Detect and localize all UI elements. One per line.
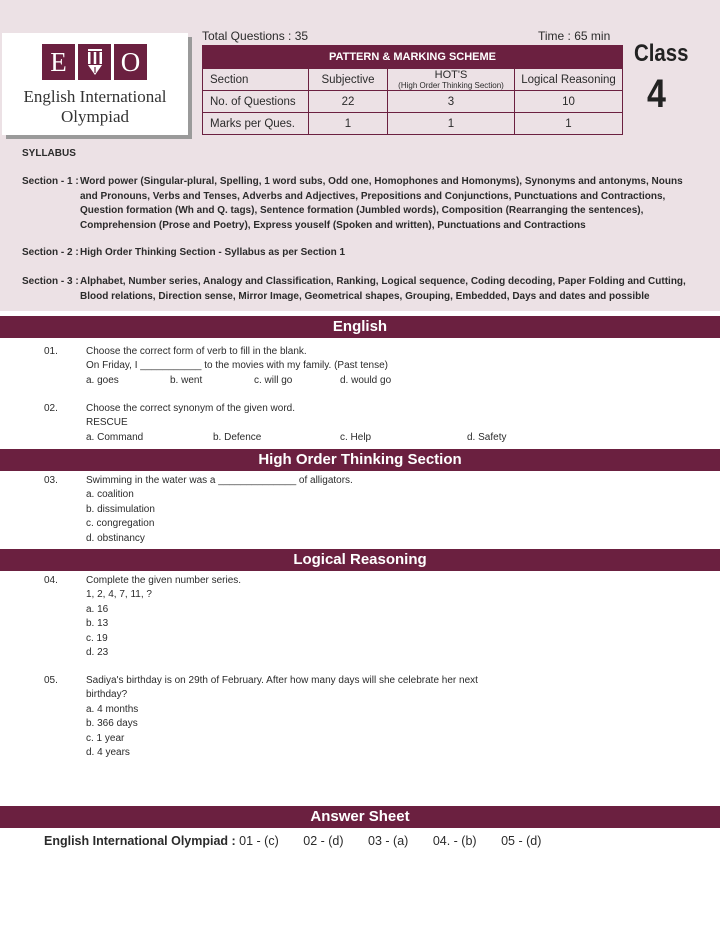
question-body (86, 474, 353, 546)
question-body (86, 574, 241, 660)
question-text: 1, 2, 4, 7, 11, ? (86, 589, 152, 601)
option: c. will go (254, 374, 293, 386)
option: d. would go (340, 374, 392, 386)
option: c. 1 year (86, 732, 125, 744)
answer-item: 02 - (d) (303, 834, 344, 848)
option: d. 23 (86, 647, 109, 659)
syllabus-section-2 (22, 246, 700, 261)
answer-item: 04. - (b) (432, 834, 477, 848)
table-cell: 10 (515, 91, 623, 113)
option: d. obstinancy (86, 532, 145, 544)
table-cell: 1 (388, 113, 515, 135)
answer-item: 05 - (d) (501, 834, 542, 848)
syllabus-section-1 (22, 175, 700, 233)
col-subjective: Subjective (309, 69, 388, 91)
option: d. Safety (467, 431, 507, 443)
question-body (86, 402, 507, 445)
logo-letter-e: E (42, 44, 75, 80)
answer-item: 03 - (a) (368, 834, 409, 848)
option: b. 366 days (86, 718, 138, 730)
table-cell: 3 (388, 91, 515, 113)
question-number: 01. (44, 346, 58, 357)
section-text: Alphabet, Number series, Analogy and Classification, Ranking, Logical sequence, Coding decoding, Paper Folding and Cutting, Blood relations, Direction sense, Mirror Image, Geometrical shapes, Grouping, Embedded, Days and dates and possible (80, 276, 686, 302)
option: d. 4 years (86, 747, 130, 759)
logo-name-line1: English International (23, 87, 167, 106)
question-text: RESCUE (86, 417, 128, 429)
question-number: 04. (44, 575, 58, 586)
option: c. 19 (86, 632, 108, 644)
pattern-table (202, 45, 623, 135)
col-hots (388, 69, 515, 91)
options-row (86, 431, 507, 445)
option: b. went (170, 374, 203, 386)
pen-nib-icon (78, 44, 111, 80)
row-label: No. of Questions (203, 91, 309, 113)
section-text: Word power (Singular-plural, Spelling, 1 word subs, Odd one, Homophones and Homonyms), Synonyms and antonyms, Nouns and Pronouns, Verbs and Tenses, Adverbs and Adjectives, Prepositions and Conjunctions, Punctuations and Contractions, Question formation (Wh and Q. tags), Sentence formation (Jumbled words), Composition (Rearranging the sentences), Comprehension (Prose and Poetry), Express youself (Spoken and written), Punctuations and Contractions (80, 176, 683, 231)
question-body (86, 345, 392, 388)
col-hots-title: HOT'S (434, 68, 468, 81)
option: a. 16 (86, 603, 109, 615)
syllabus-title: SYLLABUS (22, 148, 76, 159)
logo (2, 33, 188, 135)
option: a. goes (86, 374, 119, 386)
section-label: Section - 1 : (22, 176, 79, 187)
section-label: Section - 3 : (22, 276, 79, 287)
question-text: Sadiya's birthday is on 29th of February. After how many days will she celebrate her next (86, 675, 478, 686)
answer-item: 01 - (c) (239, 834, 279, 848)
option: c. congregation (86, 518, 155, 530)
option: a. coalition (86, 489, 134, 501)
option: a. Command (86, 431, 144, 443)
section-heading-english: English (0, 316, 720, 338)
options-row (86, 374, 392, 388)
table-cell: 1 (309, 113, 388, 135)
question-text: Choose the correct form of verb to fill in the blank. (86, 346, 307, 357)
answer-key-label: English International Olympiad : (44, 834, 236, 848)
table-row (203, 91, 623, 113)
logo-name (2, 87, 188, 127)
option: a. 4 months (86, 703, 139, 715)
answer-key (44, 834, 562, 848)
table-row (203, 113, 623, 135)
pattern-title: PATTERN & MARKING SCHEME (203, 46, 623, 69)
question-text: Swimming in the water was a ______________ of alligators. (86, 475, 353, 486)
table-cell: 1 (515, 113, 623, 135)
section-heading-hots: High Order Thinking Section (0, 449, 720, 471)
row-label: Marks per Ques. (203, 113, 309, 135)
total-questions: Total Questions : 35 (202, 29, 309, 43)
question-text: On Friday, I ___________ to the movies with my family. (Past tense) (86, 360, 388, 372)
syllabus-section-3 (22, 275, 700, 304)
question-body (86, 674, 478, 760)
option: b. 13 (86, 618, 109, 630)
col-logical: Logical Reasoning (515, 69, 623, 91)
section-heading-answer-sheet: Answer Sheet (0, 806, 720, 828)
table-cell: 22 (309, 91, 388, 113)
time-limit: Time : 65 min (538, 29, 611, 43)
option: b. Defence (213, 431, 262, 443)
section-label: Section - 2 : (22, 247, 79, 258)
col-section: Section (203, 69, 309, 91)
question-text: Complete the given number series. (86, 575, 242, 586)
option: c. Help (340, 431, 372, 443)
question-number: 03. (44, 475, 58, 486)
section-text: High Order Thinking Section - Syllabus as per Section 1 (80, 247, 346, 258)
class-label: Class (634, 40, 689, 67)
section-heading-logical: Logical Reasoning (0, 549, 720, 571)
question-text: birthday? (86, 689, 128, 701)
question-text: Choose the correct synonym of the given word. (86, 403, 295, 414)
logo-letter-o: O (114, 44, 147, 80)
class-number: 4 (647, 72, 666, 116)
question-number: 02. (44, 403, 58, 414)
option: b. dissimulation (86, 503, 155, 515)
logo-name-line2: Olympiad (61, 107, 129, 126)
col-hots-subtitle: (High Order Thinking Section) (398, 80, 504, 90)
question-number: 05. (44, 675, 58, 686)
logo-letters (42, 44, 147, 80)
